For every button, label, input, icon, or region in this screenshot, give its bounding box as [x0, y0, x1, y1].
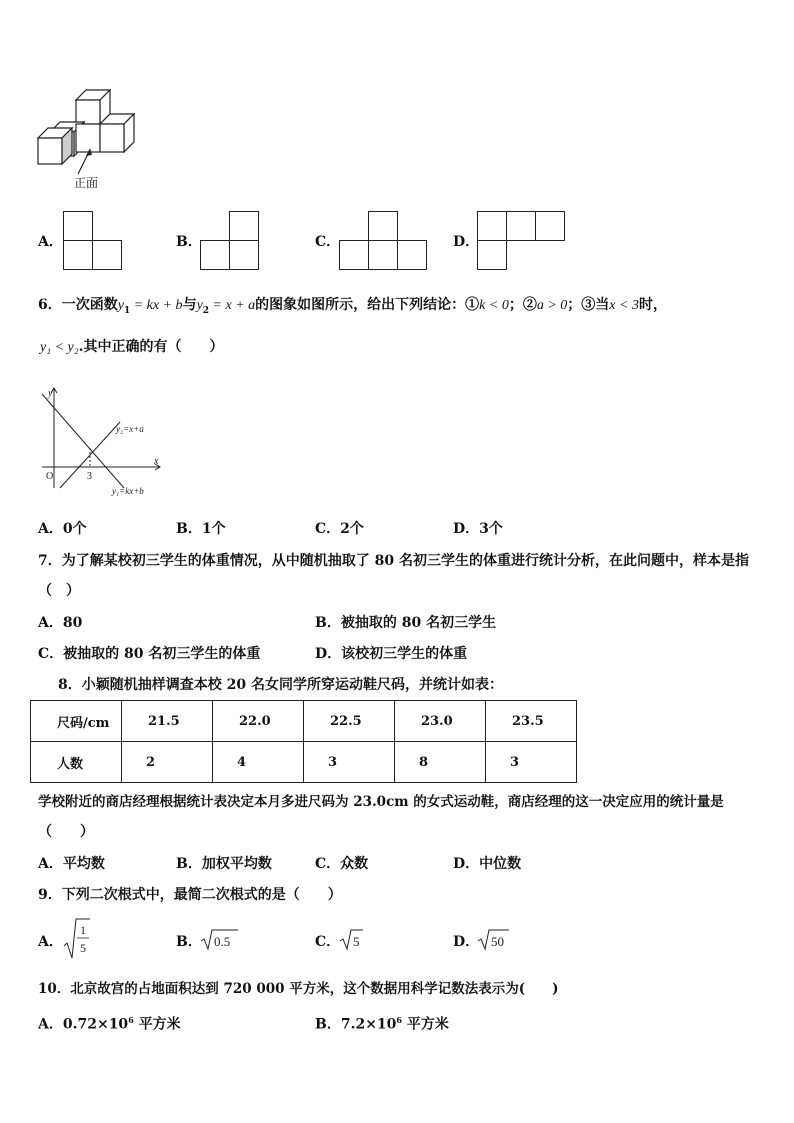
svg-text:5: 5: [353, 934, 360, 949]
q6-graph-x-label: x: [154, 456, 159, 467]
q7-option-d[interactable]: D．该校初三学生的体重: [315, 646, 468, 662]
q9-option-b-label[interactable]: B．: [176, 934, 202, 950]
q8-option-b[interactable]: B．加权平均数: [176, 856, 272, 872]
q9-option-c-expr: [339, 928, 365, 952]
table-cell: 22.0: [213, 701, 304, 742]
q6-graph-origin: O: [46, 471, 54, 482]
q8-stem-paren: （ ）: [38, 824, 94, 840]
q6-option-c[interactable]: C．2个: [315, 521, 364, 537]
q6-stem: 6．一次函数$y_1$ = kx + b与$y_2 = x + a$的图象如图所示，给出下列结论：①k < 0；②a > 0；③当x < 3时，: [38, 297, 667, 316]
q5-option-c-label[interactable]: C．: [315, 234, 341, 250]
q6-option-d[interactable]: D．3个: [453, 521, 503, 537]
q9-option-a-label[interactable]: A．: [38, 934, 63, 950]
q7-stem: 7．为了解某校初三学生的体重情况，从中随机抽取了 80 名初三学生的体重进行统计分析，在此问题中，样本是指: [38, 553, 749, 569]
q7-option-b[interactable]: B．被抽取的 80 名初三学生: [315, 615, 497, 631]
q7-stem-paren: （ ）: [38, 583, 80, 599]
q6-graph-tick-3: 3: [87, 471, 92, 482]
q6-stem-line2: y₁ < y₂.其中正确的有（ ）: [40, 339, 224, 355]
table-cell: 23.5: [486, 701, 577, 742]
front-label: 正面: [74, 176, 99, 190]
q5-option-d-label[interactable]: D．: [453, 234, 480, 250]
q9-option-d-expr: [477, 928, 511, 952]
svg-text:0.5: 0.5: [214, 934, 231, 949]
svg-text:5: 5: [80, 941, 86, 955]
table-cell: 21.5: [122, 701, 213, 742]
q9-option-d-label[interactable]: D．: [453, 934, 480, 950]
table-cell: 3: [486, 742, 577, 783]
q9-option-c-label[interactable]: C．: [315, 934, 341, 950]
svg-text:1: 1: [80, 923, 86, 937]
q10-stem: 10．北京故宫的占地面积达到 720 000 平方米，这个数据用科学记数法表示为( ): [38, 981, 559, 997]
q6-graph-y-label: y: [48, 388, 53, 399]
table-row: [31, 701, 577, 742]
q10-option-b[interactable]: B．$7.2\times 10^6$ 平方米: [315, 1015, 449, 1033]
q8-option-c[interactable]: C．众数: [315, 856, 369, 872]
q9-stem: 9．下列二次根式中，最简二次根式的是（ ）: [38, 887, 342, 903]
table-header-cell: 人数: [31, 742, 122, 783]
q6-option-b[interactable]: B．1个: [176, 521, 226, 537]
q8-stem2: 学校附近的商店经理根据统计表决定本月多进尺码为 23.0cm 的女式运动鞋，商店经理的这一决定应用的统计量是: [38, 794, 724, 810]
table-header-cell: 尺码/cm: [31, 701, 122, 742]
table-cell: 23.0: [395, 701, 486, 742]
q7-option-a[interactable]: A．80: [38, 615, 83, 631]
q7-option-c[interactable]: C．被抽取的 80 名初三学生的体重: [38, 646, 261, 662]
q8-option-d[interactable]: D．中位数: [453, 856, 522, 872]
q6-option-a[interactable]: A．0个: [38, 521, 87, 537]
shoe-size-table: [30, 700, 577, 783]
q9-option-b-expr: [200, 928, 240, 952]
q5-option-b-label[interactable]: B．: [176, 234, 202, 250]
svg-text:50: 50: [491, 934, 504, 949]
table-cell: 8: [395, 742, 486, 783]
q8-option-a[interactable]: A．平均数: [38, 856, 105, 872]
q10-option-a[interactable]: A．$0.72\times 10^6$ 平方米: [38, 1015, 181, 1033]
table-cell: 4: [213, 742, 304, 783]
table-cell: 2: [122, 742, 213, 783]
q9-option-a-expr: [62, 916, 92, 962]
table-cell: 22.5: [304, 701, 395, 742]
q8-stem: 8．小颖随机抽样调查本校 20 名女同学所穿运动鞋尺码，并统计如表：: [58, 677, 503, 693]
table-cell: 3: [304, 742, 395, 783]
q6-graph-line1-label: y₁=kx+b: [112, 486, 144, 496]
q5-option-a-label[interactable]: A．: [38, 234, 63, 250]
table-row: [31, 742, 577, 783]
q6-graph: [36, 384, 166, 500]
q6-graph-line2-label: y₂=x+a: [116, 424, 144, 434]
